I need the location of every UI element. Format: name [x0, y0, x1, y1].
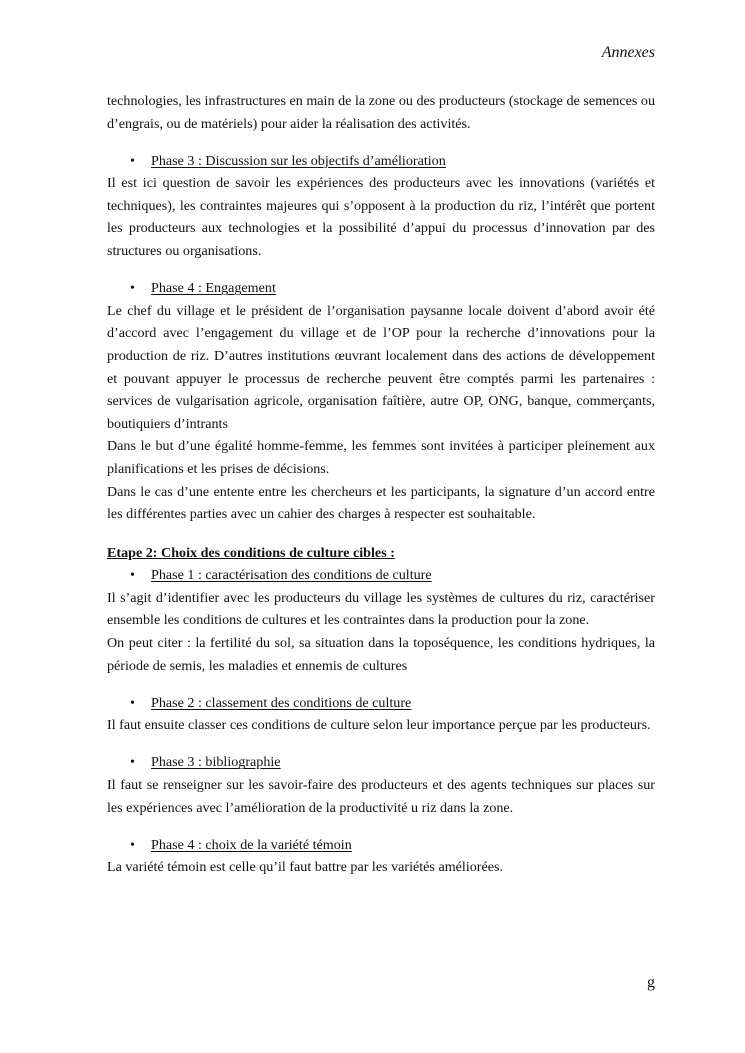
bullet-icon: •	[130, 152, 135, 169]
section-heading: Etape 2: Choix des conditions de culture cibles :	[107, 544, 395, 561]
paragraph: La variété témoin est celle qu’il faut battre par les variétés améliorées.	[107, 859, 504, 876]
paragraph: Dans le but d’une égalité homme-femme, les femmes sont invitées à participer pleinement aux planifications et les prises de décisions.	[107, 438, 655, 477]
paragraph: technologies, les infrastructures en main de la zone ou des producteurs (stockage de semences ou d’engrais, ou de matériels) pour aider la réalisation des activités.	[107, 93, 655, 132]
bullet-icon: •	[130, 836, 135, 853]
paragraph: On peut citer : la fertilité du sol, sa situation dans la toposéquence, les conditions hydriques, la période de semis, les maladies et ennemis de cultures	[107, 635, 655, 674]
paragraph: Il faut ensuite classer ces conditions de culture selon leur importance perçue par les producteurs.	[107, 717, 651, 734]
bullet-heading-phase3: • Phase 3 : Discussion sur les objectifs d’amélioration	[107, 150, 655, 173]
paragraph: Il s’agit d’identifier avec les producteurs du village les systèmes de cultures du riz, caractériser ensemble les conditions de cultures et les contraintes dans la production pour la zone.	[107, 589, 655, 629]
page-number: g	[647, 974, 655, 991]
running-header: Annexes	[601, 44, 655, 61]
paragraph: Il est ici question de savoir les expériences des producteurs avec les innovations (variétés et techniques), les contraintes majeures qui s’opposent à la production du riz, l’intérêt que portent les producteurs aux technologies et la possibilité d’appui du processus d’innovation par des structures ou organisations.	[107, 175, 655, 260]
paragraph: Il faut se renseigner sur les savoir-faire des producteurs et des agents techniques sur places sur les expériences avec l’amélioration de la productivité u riz dans la zone.	[107, 777, 655, 816]
bullet-heading-phase3-biblio: • Phase 3 : bibliographie	[107, 751, 655, 774]
bullet-heading-phase2: • Phase 2 : classement des conditions de culture	[107, 692, 655, 715]
bullet-icon: •	[130, 567, 135, 584]
bullet-heading-phase1: • Phase 1 : caractérisation des conditions de culture	[107, 564, 655, 587]
bullet-icon: •	[130, 694, 135, 711]
bullet-icon: •	[130, 280, 135, 297]
bullet-heading-phase4-temoin: • Phase 4 : choix de la variété témoin	[107, 834, 655, 857]
bullet-heading-phase4: • Phase 4 : Engagement	[107, 277, 655, 300]
paragraph: Le chef du village et le président de l’organisation paysanne locale doivent d’abord avoir été d’accord avec l’engagement du village et de l’OP pour la recherche d’innovations pour la production de riz. D’autres institutions œuvrant localement dans des actions de développement et pouvant appuyer le processus de recherche peuvent être comptés parmi les partenaires : services de vulgarisation agricole, organisation faîtière, autre OP, ONG, banque, commerçants, boutiquiers d’intrants	[107, 302, 655, 432]
page-body	[107, 90, 655, 879]
bullet-icon: •	[130, 754, 135, 771]
paragraph: Dans le cas d’une entente entre les chercheurs et les participants, la signature d’un accord entre les différentes parties avec un cahier des charges à respecter est souhaitable.	[107, 483, 655, 523]
